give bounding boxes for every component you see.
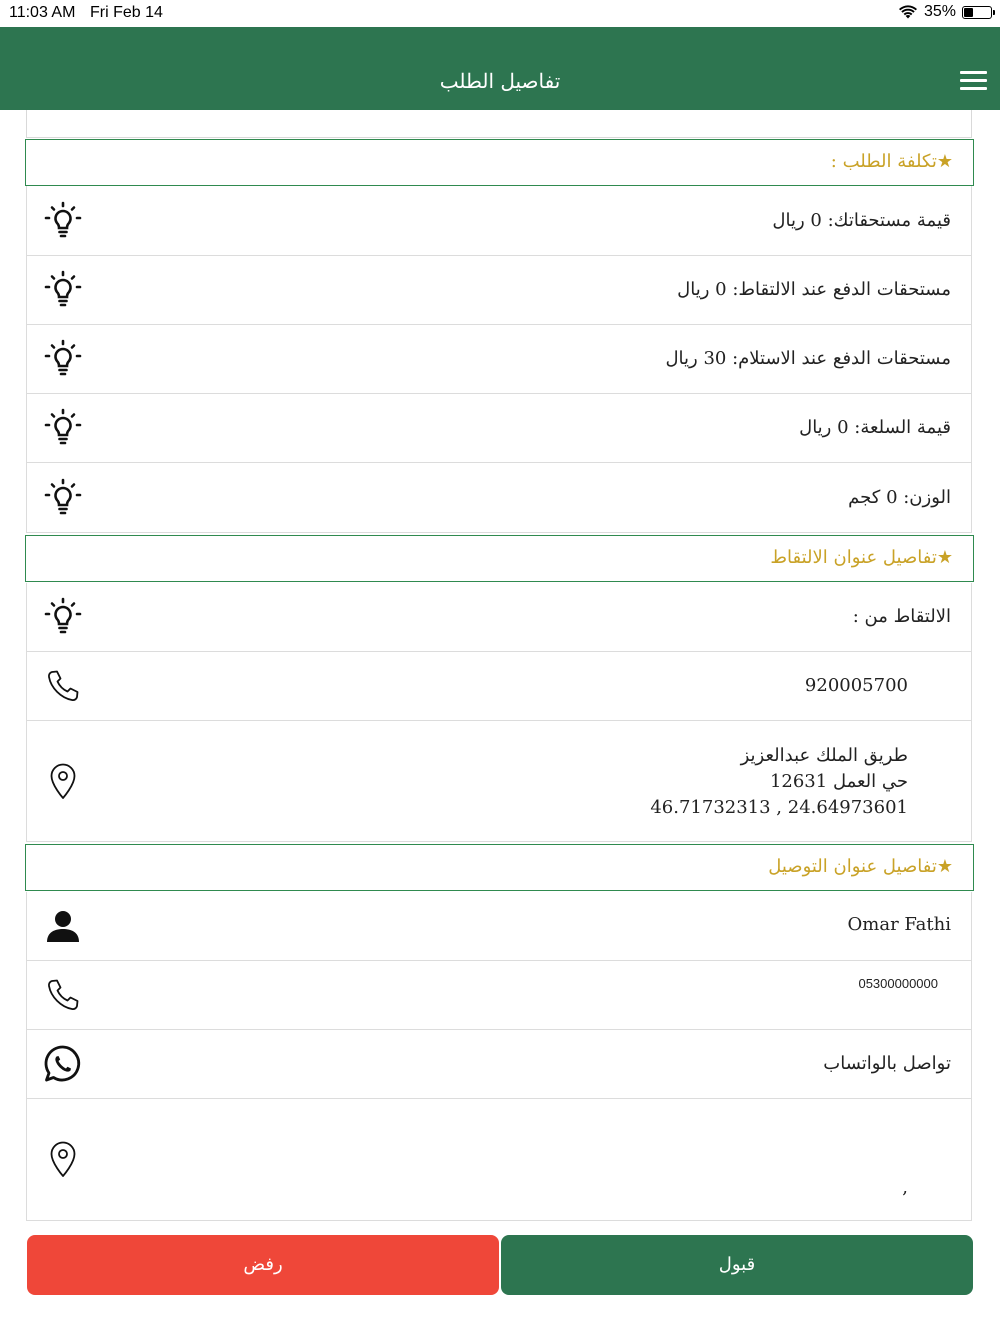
row-pay-on-delivery xyxy=(26,325,972,394)
row-pay-on-pickup xyxy=(26,256,972,325)
location-pin-icon[interactable] xyxy=(43,761,83,801)
delivery-address-text: , xyxy=(902,1177,908,1198)
lightbulb-icon xyxy=(43,201,83,241)
previous-content-stub xyxy=(26,110,972,138)
pickup-address-line1: طريق الملك عبدالعزيز xyxy=(740,745,908,766)
phone-icon[interactable] xyxy=(43,975,83,1015)
row-item-value xyxy=(26,394,972,463)
pickup-phone-text[interactable]: 920005700 xyxy=(804,675,908,696)
pay-on-pickup-text: مستحقات الدفع عند الالتقاط: 0 ريال xyxy=(677,279,951,300)
lightbulb-icon xyxy=(43,478,83,518)
person-icon xyxy=(43,906,83,946)
lightbulb-icon xyxy=(43,408,83,448)
row-weight xyxy=(26,463,972,533)
row-recipient-name xyxy=(26,892,972,961)
phone-icon[interactable] xyxy=(43,666,83,706)
section-delivery-label: ★تفاصيل عنوان التوصيل xyxy=(768,856,953,877)
section-order-cost-label: ★تكلفة الطلب : xyxy=(830,151,953,172)
section-delivery-address xyxy=(25,844,974,891)
accept-button[interactable]: قبول xyxy=(501,1235,973,1295)
pickup-address-block xyxy=(650,743,908,821)
recipient-phone-text[interactable]: 05300000000 xyxy=(858,976,938,991)
section-pickup-address xyxy=(25,535,974,582)
dues-text: قيمة مستحقاتك: 0 ريال xyxy=(772,210,951,231)
whatsapp-icon[interactable] xyxy=(43,1044,83,1084)
status-date: Fri Feb 14 xyxy=(90,4,163,21)
row-recipient-phone[interactable] xyxy=(26,961,972,1030)
item-value-text: قيمة السلعة: 0 ريال xyxy=(799,417,951,438)
battery-icon xyxy=(962,6,992,19)
weight-text: الوزن: 0 كجم xyxy=(848,487,951,508)
row-pickup-phone[interactable] xyxy=(26,652,972,721)
status-right xyxy=(898,3,992,21)
section-order-cost xyxy=(25,139,974,186)
row-pickup-from xyxy=(26,583,972,652)
pickup-from-text: الالتقاط من : xyxy=(852,606,951,627)
whatsapp-text[interactable]: تواصل بالواتساب xyxy=(823,1053,951,1074)
section-pickup-label: ★تفاصيل عنوان الالتقاط xyxy=(770,547,953,568)
pay-on-delivery-text: مستحقات الدفع عند الاستلام: 30 ريال xyxy=(665,348,951,369)
status-time: 11:03 AM xyxy=(9,4,76,21)
reject-button[interactable]: رفض xyxy=(27,1235,499,1295)
pickup-address-line2: حي العمل 12631 xyxy=(769,771,908,792)
row-dues xyxy=(26,186,972,256)
row-whatsapp[interactable] xyxy=(26,1030,972,1099)
row-pickup-address[interactable] xyxy=(26,721,972,842)
pickup-coordinates: 46.71732313 , 24.64973601 xyxy=(650,797,908,818)
lightbulb-icon xyxy=(43,339,83,379)
location-pin-icon[interactable] xyxy=(43,1139,83,1179)
hamburger-menu-icon[interactable] xyxy=(960,71,987,91)
wifi-icon xyxy=(898,4,918,20)
lightbulb-icon xyxy=(43,270,83,310)
page-title: تفاصيل الطلب xyxy=(439,69,561,93)
lightbulb-icon xyxy=(43,597,83,637)
row-delivery-address[interactable] xyxy=(26,1099,972,1221)
battery-percent: 35% xyxy=(923,3,956,20)
recipient-name-text: Omar Fathi xyxy=(847,914,951,935)
status-bar xyxy=(0,0,1000,27)
nav-bar xyxy=(0,27,1000,110)
